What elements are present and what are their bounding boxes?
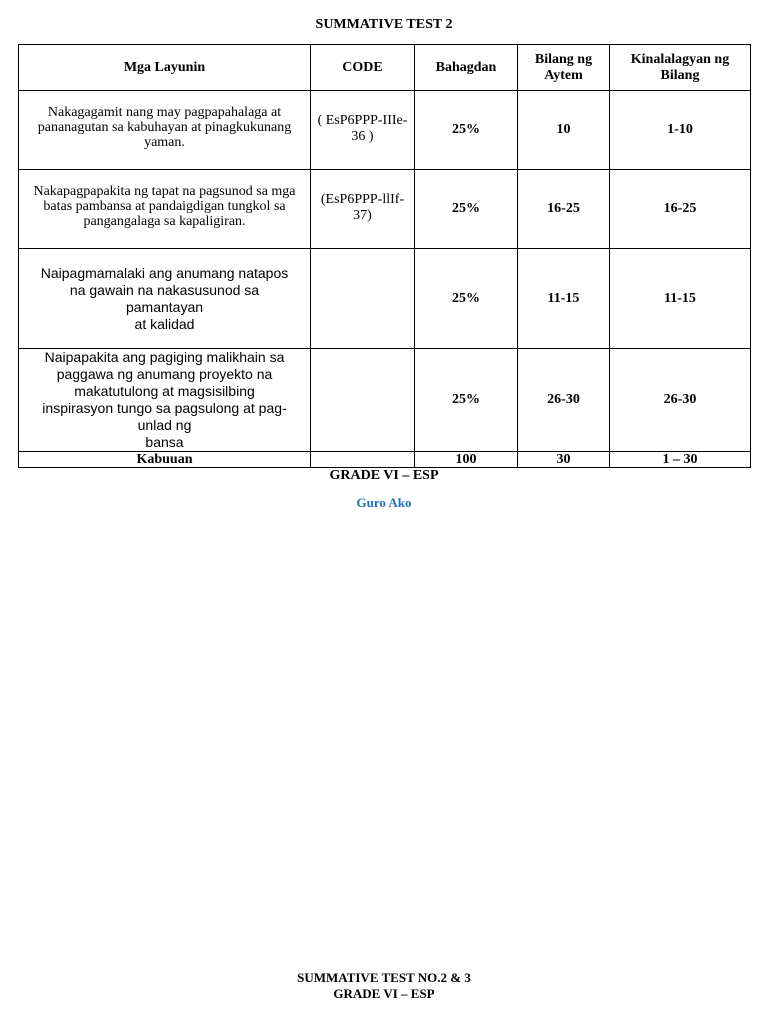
layunin-line: na gawain na nakasusunod sa [69, 281, 260, 298]
total-row [19, 452, 751, 468]
header-mga-layunin: Mga Layunin [19, 45, 311, 91]
kinalalagyan-cell: 26-30 [610, 349, 751, 452]
grade-label: GRADE VI – ESP [329, 468, 439, 483]
table-row [19, 170, 751, 249]
teacher-name: Guro Ako [356, 495, 412, 510]
layunin-line: paggawa ng anumang proyekto na [56, 366, 273, 382]
bilang-cell: 26-30 [518, 349, 610, 452]
page-footer [0, 970, 768, 1002]
kinalalagyan-cell: 11-15 [610, 249, 751, 349]
bahagdan-cell: 25% [415, 170, 518, 249]
bahagdan-cell: 25% [415, 349, 518, 452]
layunin-line: at kalidad [134, 315, 195, 332]
footer-line-1: SUMMATIVE TEST NO.2 & 3 [297, 970, 471, 985]
total-bilang: 30 [518, 452, 610, 468]
layunin-cell: Nakapagpapakita ng tapat na pagsunod sa mga batas pambansa at pandaigdigan tungkol sa pangangalaga sa kapaligiran. [19, 170, 311, 249]
layunin-line: Naipagmamalaki ang anumang natapos [40, 264, 289, 281]
layunin-cell [19, 349, 311, 452]
code-cell [311, 349, 415, 452]
total-label: Kabuuan [19, 452, 311, 468]
code-cell: ( EsP6PPP-IIIe-36 ) [311, 91, 415, 170]
table-row [19, 249, 751, 349]
layunin-line: makatutulong at magsisilbing [74, 383, 255, 399]
header-bilang-ng-aytem: Bilang ng Aytem [518, 45, 610, 91]
code-cell: (EsP6PPP-llIf-37) [311, 170, 415, 249]
footer-line-2: GRADE VI – ESP [333, 986, 435, 1001]
header-code: CODE [311, 45, 415, 91]
header-bahagdan: Bahagdan [415, 45, 518, 91]
total-code-cell [311, 452, 415, 468]
document-title: SUMMATIVE TEST 2 [315, 17, 453, 32]
bahagdan-cell: 25% [415, 91, 518, 170]
layunin-line: inspirasyon tungo sa pagsulong at pag- [42, 400, 287, 416]
layunin-cell [19, 249, 311, 349]
total-kinalalagyan: 1 – 30 [610, 452, 751, 468]
bilang-cell: 10 [518, 91, 610, 170]
layunin-line: bansa [145, 434, 184, 450]
layunin-line: Naipapakita ang pagiging malikhain sa [44, 349, 285, 365]
specification-table [18, 44, 751, 468]
table-row [19, 349, 751, 452]
layunin-line: pamantayan [125, 298, 204, 315]
bilang-cell: 11-15 [518, 249, 610, 349]
kinalalagyan-cell: 16-25 [610, 170, 751, 249]
kinalalagyan-cell: 1-10 [610, 91, 751, 170]
layunin-cell: Nakagagamit nang may pagpapahalaga at pananagutan sa kabuhayan at pinagkukunang yaman. [19, 91, 311, 170]
code-cell [311, 249, 415, 349]
layunin-line: unlad ng [137, 417, 192, 433]
table-header-row [19, 45, 751, 91]
header-kinalalagyan: Kinalalagyan ng Bilang [610, 45, 751, 91]
table-row [19, 91, 751, 170]
bilang-cell: 16-25 [518, 170, 610, 249]
total-bahagdan: 100 [415, 452, 518, 468]
bahagdan-cell: 25% [415, 249, 518, 349]
